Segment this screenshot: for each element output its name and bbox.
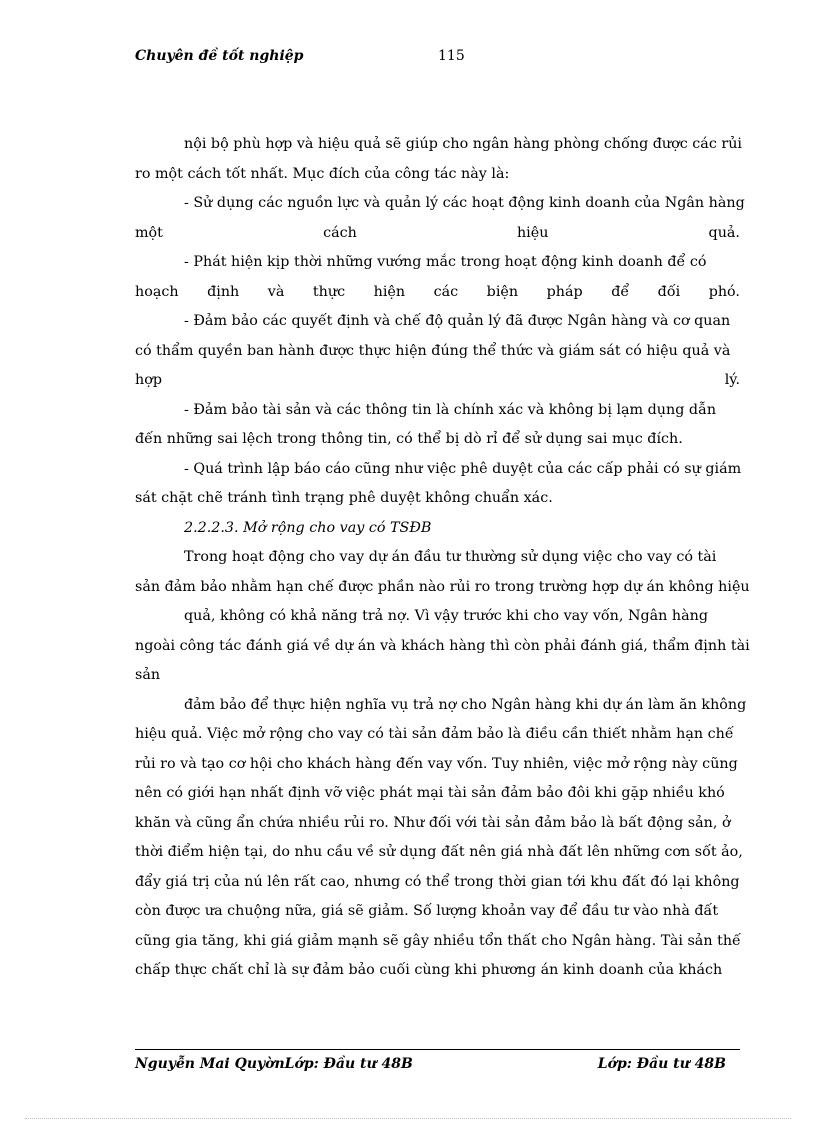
word: lý. xyxy=(724,372,740,388)
word: một xyxy=(135,224,163,241)
word: pháp xyxy=(546,283,583,300)
text-line: quả, không có khả năng trả nợ. Vì vậy trước khi cho vay vốn, Ngân hàng xyxy=(184,608,708,624)
text-line: - Phát hiện kịp thời những vướng mắc trong hoạt động kinh doanh để có xyxy=(184,254,707,270)
header-title: Chuyên đề tốt nghiệp xyxy=(135,48,304,64)
text-line: rủi ro và tạo cơ hội cho khách hàng đến vay vốn. Tuy nhiên, việc mở rộng này cũng xyxy=(135,755,738,772)
section-heading: 2.2.2.3. Mở rộng cho vay có TSĐB xyxy=(184,519,432,536)
page-edge-divider xyxy=(25,1118,791,1119)
text-line xyxy=(135,219,740,249)
word: hiện xyxy=(373,283,406,300)
document-body xyxy=(135,130,750,986)
word: cách xyxy=(323,224,357,241)
text-line: sản xyxy=(135,667,161,683)
footer-author: Nguyễn Mai QuyờnLớp: Đầu tư 48B xyxy=(135,1056,413,1072)
text-line: đến những sai lệch trong thông tin, có thể bị dò rỉ để sử dụng sai mục đích. xyxy=(135,431,683,447)
text-line: có thẩm quyền ban hành được thực hiện đúng thể thức và giám sát có hiệu quả và xyxy=(135,342,731,359)
text-line xyxy=(135,366,740,396)
text-line: hiệu quả. Việc mở rộng cho vay có tài sản đảm bảo là điều cần thiết nhằm hạn chế xyxy=(135,726,734,742)
text-line: khăn và cũng ẩn chứa nhiều rủi ro. Như đối với tài sản đảm bảo là bất động sản, ở xyxy=(135,814,731,831)
text-line: sản đảm bảo nhằm hạn chế được phần nào rủi ro trong trường hợp dự án không hiệu xyxy=(135,578,750,595)
text-line: Trong hoạt động cho vay dự án đầu tư thường sử dụng việc cho vay có tài xyxy=(184,549,717,565)
page-header xyxy=(135,48,740,70)
word: đối xyxy=(657,283,681,300)
word: các xyxy=(433,283,459,300)
text-line: nội bộ phù hợp và hiệu quả sẽ giúp cho ngân hàng phòng chống được các rủi xyxy=(184,136,742,152)
word: hợp xyxy=(135,372,162,388)
word: định xyxy=(207,283,240,300)
text-line: sát chặt chẽ tránh tình trạng phê duyệt không chuẩn xác. xyxy=(135,490,553,506)
text-line: đảm bảo để thực hiện nghĩa vụ trả nợ cho Ngân hàng khi dự án làm ăn không xyxy=(184,696,747,713)
word: hoạch xyxy=(135,283,179,300)
text-line: - Đảm bảo các quyết định và chế độ quản lý đã được Ngân hàng và cơ quan xyxy=(184,313,731,329)
word: phó. xyxy=(708,283,740,300)
word: và xyxy=(267,283,285,300)
text-line: chấp thực chất chỉ là sự đảm bảo cuối cùng khi phương án kinh doanh của khách xyxy=(135,962,723,978)
word: biện xyxy=(486,283,519,300)
text-line: còn được ưa chuộng nữa, giá sẽ giảm. Số lượng khoản vay để đầu tư vào nhà đất xyxy=(135,903,719,919)
text-line: - Sử dụng các nguồn lực và quản lý các hoạt động kinh doanh của Ngân hàng xyxy=(184,195,745,211)
page-footer xyxy=(135,1049,740,1076)
word: quả. xyxy=(708,224,740,241)
text-line: đẩy giá trị của nú lên rất cao, nhưng có thể trong thời gian tới khu đất đó lại không xyxy=(135,873,740,890)
word: hiệu xyxy=(516,224,549,241)
page-number: 115 xyxy=(438,48,465,64)
word: thực xyxy=(312,283,346,300)
word: để xyxy=(611,283,630,300)
text-line: ngoài công tác đánh giá về dự án và khách hàng thì còn phải đánh giá, thẩm định tài xyxy=(135,637,750,654)
text-line: cũng gia tăng, khi giá giảm mạnh sẽ gây nhiều tổn thất cho Ngân hàng. Tài sản thế xyxy=(135,932,741,949)
text-line: nên có giới hạn nhất định vỡ việc phát mại tài sản đảm bảo đôi khi gặp nhiều khó xyxy=(135,785,725,801)
text-line: - Đảm bảo tài sản và các thông tin là chính xác và không bị lạm dụng dẫn xyxy=(184,401,717,418)
footer-class: Lớp: Đầu tư 48B xyxy=(597,1056,726,1072)
text-line xyxy=(135,278,740,308)
text-line: ro một cách tốt nhất. Mục đích của công tác này là: xyxy=(135,165,510,182)
text-line: - Quá trình lập báo cáo cũng như việc phê duyệt của các cấp phải có sự giám xyxy=(184,460,742,477)
text-line: thời điểm hiện tại, do nhu cầu về sử dụng đất nên giá nhà đất lên những cơn sốt ảo, xyxy=(135,844,743,860)
